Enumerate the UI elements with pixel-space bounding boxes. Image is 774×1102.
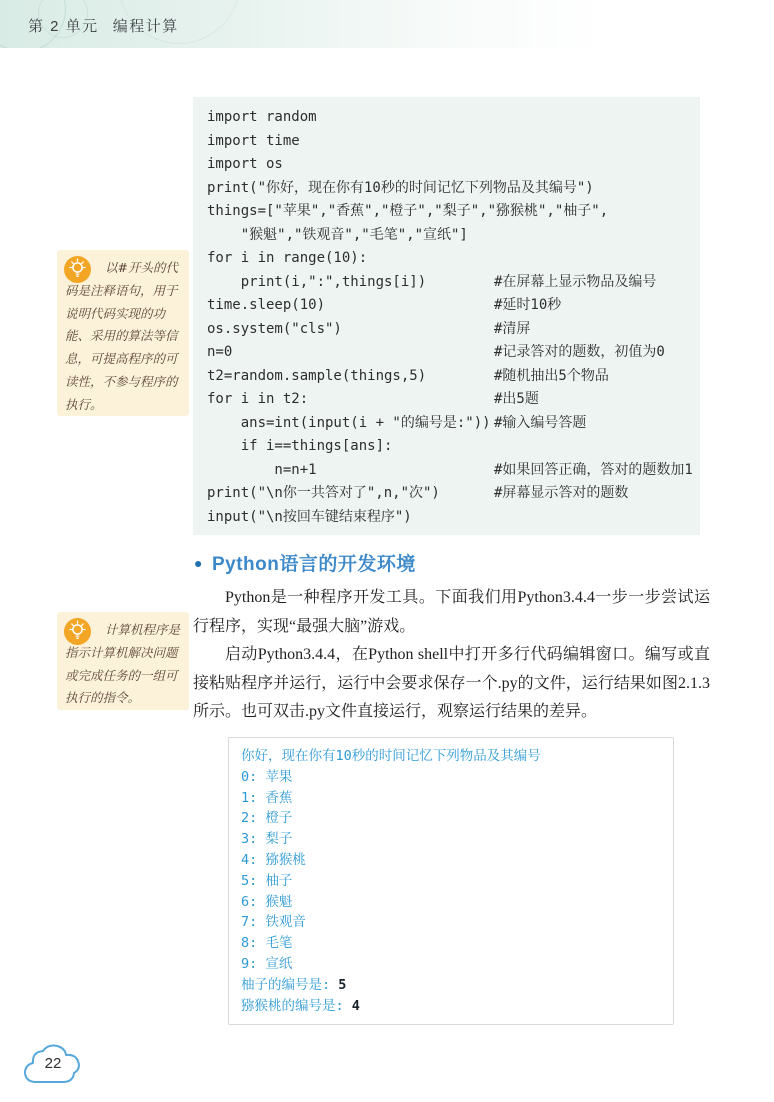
code-text: os.system("cls") [207, 320, 342, 337]
program-output-box [228, 737, 674, 1025]
code-comment: #在屏幕上显示物品及编号 [494, 273, 657, 290]
code-text: for i in t2: [207, 391, 309, 407]
output-text: 猕猴桃的编号是: [241, 997, 352, 1014]
body-text [193, 584, 710, 727]
lightbulb-icon [64, 618, 91, 645]
page-number: 22 [44, 1055, 62, 1072]
code-line [207, 365, 700, 389]
code-text: "猴魁","铁观音","毛笔","宣纸"] [207, 226, 468, 243]
output-line [241, 954, 661, 975]
output-line [241, 996, 661, 1017]
code-text: print("你好，现在你有10秒的时间记忆下列物品及其编号") [207, 179, 594, 196]
code-line [207, 200, 700, 224]
code-text: t2=random.sample(things,5) [207, 367, 427, 384]
output-line [241, 829, 661, 850]
code-text: things=["苹果","香蕉","橙子","梨子","猕猴桃","柚子", [207, 203, 609, 219]
output-text: 8: 毛笔 [241, 935, 293, 952]
output-line [241, 850, 661, 871]
code-comment: #出5题 [494, 391, 539, 407]
output-text: 你好，现在你有10秒的时间记忆下列物品及其编号 [241, 748, 541, 764]
output-text: 4: 猕猴桃 [241, 851, 306, 868]
tip-note-program [57, 612, 189, 710]
tip-note-comments [57, 250, 189, 416]
output-line [241, 788, 661, 809]
output-text: 1: 香蕉 [241, 789, 293, 806]
output-line [241, 767, 661, 788]
user-input-value: 4 [351, 997, 360, 1014]
code-comment: #清屏 [494, 320, 531, 337]
paragraph: Python是一种程序开发工具。下面我们用Python3.4.4一步一步尝试运行程序，实现“最强大脑”游戏。 [193, 589, 710, 635]
code-text: ans=int(input(i + "的编号是:")) [207, 414, 491, 431]
code-line [207, 506, 700, 530]
code-line [207, 294, 700, 318]
note-text: 以#开头的代码是注释语句，用于说明代码实现的功能、采用的算法等信息，可提高程序的可读性，不参与程序的执行。 [65, 260, 178, 412]
code-text: import random [207, 109, 317, 125]
code-text: n=0 [207, 344, 233, 360]
code-line [207, 459, 700, 483]
python-code-block [193, 97, 700, 535]
output-line [241, 892, 661, 913]
output-text: 0: 苹果 [241, 768, 293, 785]
output-line [241, 808, 661, 829]
code-line [207, 153, 700, 177]
code-comment: #如果回答正确，答对的题数加1 [494, 461, 693, 478]
code-line [207, 435, 700, 459]
code-line [207, 341, 700, 365]
lightbulb-icon [64, 256, 91, 283]
output-line [241, 975, 661, 996]
output-text: 6: 猴魁 [241, 893, 293, 910]
code-comment: #随机抽出5个物品 [494, 367, 609, 384]
code-text: import os [207, 156, 283, 172]
section-heading [194, 549, 416, 576]
output-text: 9: 宣纸 [241, 955, 293, 972]
output-text: 柚子的编号是: [241, 976, 339, 993]
unit-title: 编程计算 [112, 18, 179, 35]
code-line [207, 106, 700, 130]
paragraph: 启动Python3.4.4，在Python shell中打开多行代码编辑窗口。编写或直接粘贴程序并运行，运行中会要求保存一个.py的文件，运行结果如图2.1.3所示。也可双击.py文件直接运行，观察运行结果的差异。 [193, 646, 710, 720]
code-text: import time [207, 132, 300, 149]
code-text: input("\n按回车键结束程序") [207, 508, 412, 525]
code-line [207, 482, 700, 506]
code-comment: #延时10秒 [494, 297, 562, 313]
output-text: 3: 梨子 [241, 831, 293, 848]
code-text: for i in range(10): [207, 250, 368, 266]
code-text: time.sleep(10) [207, 297, 326, 313]
code-comment: #屏幕显示答对的题数 [494, 485, 629, 501]
unit-label: 第 2 单元 [28, 18, 99, 35]
code-line [207, 224, 700, 248]
code-line [207, 247, 700, 271]
output-line [241, 933, 661, 954]
code-line [207, 271, 700, 295]
bullet-icon: ● [194, 554, 203, 571]
output-line [241, 912, 661, 933]
code-text: print("\n你一共答对了",n,"次") [207, 485, 440, 501]
running-header [28, 15, 179, 36]
code-line [207, 388, 700, 412]
code-text: n=n+1 [207, 461, 317, 478]
user-input-value: 5 [338, 976, 347, 993]
output-line [241, 746, 661, 767]
output-line [241, 871, 661, 892]
code-line [207, 130, 700, 154]
output-text: 2: 橙子 [241, 810, 293, 827]
code-text: if i==things[ans]: [207, 438, 393, 454]
code-comment: #记录答对的题数，初值为0 [494, 344, 665, 360]
output-text: 5: 柚子 [241, 872, 293, 889]
note-text: 计算机程序是指示计算机解决问题或完成任务的一组可执行的指令。 [65, 622, 181, 706]
code-line [207, 318, 700, 342]
output-text: 7: 铁观音 [241, 914, 306, 931]
code-line [207, 177, 700, 201]
section-title: Python语言的开发环境 [211, 554, 416, 575]
code-comment: #输入编号答题 [494, 414, 587, 431]
code-text: print(i,":",things[i]) [207, 273, 427, 290]
code-line [207, 412, 700, 436]
